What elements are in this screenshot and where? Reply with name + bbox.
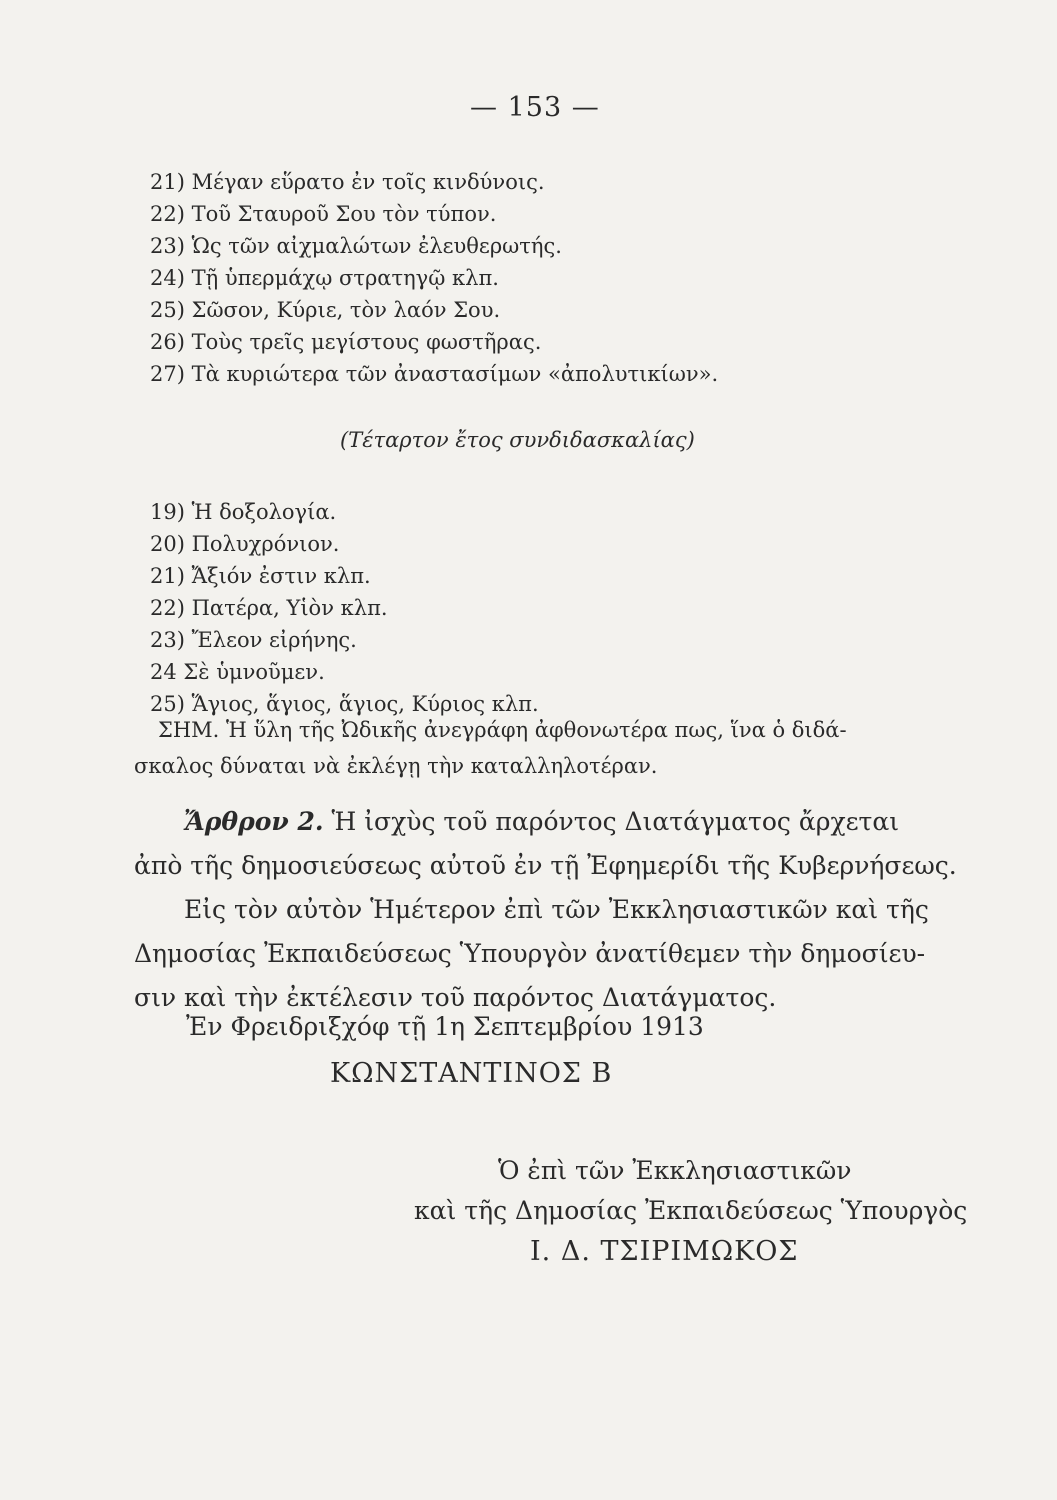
list-item: 21) Μέγαν εὕρατο ἐν τοῖς κινδύνοις. [150,170,545,194]
note-paragraph [134,712,964,784]
hymn-list-first [150,166,718,390]
list-item: 23) Ὡς τῶν αἰχμαλώτων ἐλευθερωτής. [150,234,562,258]
list-item: 27) Τὰ κυριώτερα τῶν ἀναστασίμων «ἀπολυτικίων». [150,362,719,386]
minister-name: Ι. Δ. ΤΣΙΡΙΜΩΚΟΣ [530,1236,799,1267]
note-line: σκαλος δύναται νὰ ἐκλέγῃ τὴν καταλληλοτέραν. [134,754,658,778]
list-item: 24) Τῇ ὑπερμάχῳ στρατηγῷ κλπ. [150,266,499,290]
list-item: 22) Πατέρα, Υἱὸν κλπ. [150,596,388,620]
article-2 [134,800,974,1020]
article-label: Ἄρθρον 2. [184,807,324,836]
list-item: 25) Ἅγιος, ἅγιος, ἅγιος, Κύριος κλπ. [150,692,539,716]
minister-title-line: Ὁ ἐπὶ τῶν Ἐκκλησιαστικῶν [498,1156,852,1185]
note-line: ΣΗΜ. Ἡ ὕλη τῆς Ὠδικῆς ἀνεγράφη ἀφθονωτέρα πως, ἵνα ὁ διδά- [158,718,847,742]
king-signature: ΚΩΝΣΤΑΝΤΙΝΟΣ Β [330,1058,613,1089]
list-item: 20) Πολυχρόνιον. [150,532,340,556]
list-item: 26) Τοὺς τρεῖς μεγίστους φωστῆρας. [150,330,542,354]
article-line [134,800,974,844]
list-item: 24 Σὲ ὑμνοῦμεν. [150,660,325,684]
minister-title-line: καὶ τῆς Δημοσίας Ἐκπαιδεύσεως Ὑπουργὸς [414,1196,968,1225]
fourth-year-heading: (Τέταρτον ἔτος συνδιδασκαλίας) [340,428,695,452]
article-line: ἀπὸ τῆς δημοσιεύσεως αὐτοῦ ἐν τῇ Ἐφημερίδι τῆς Κυβερνήσεως. [134,851,957,880]
list-item: 19) Ἡ δοξολογία. [150,500,337,524]
article-text: Ἡ ἰσχὺς τοῦ παρόντος Διατάγματος ἄρχεται [323,807,900,836]
place-date: Ἐν Φρειδριξχόφ τῇ 1η Σεπτεμβρίου 1913 [186,1012,704,1041]
article-line: σιν καὶ τὴν ἐκτέλεσιν τοῦ παρόντος Διατάγματος. [134,983,777,1012]
page-number: — 153 — [470,92,600,123]
list-item: 22) Τοῦ Σταυροῦ Σου τὸν τύπον. [150,202,497,226]
list-item: 25) Σῶσον, Κύριε, τὸν λαόν Σου. [150,298,501,322]
list-item: 21) Ἄξιόν ἐστιν κλπ. [150,564,371,588]
hymn-list-second [150,496,539,720]
article-line: Δημοσίας Ἐκπαιδεύσεως Ὑπουργὸν ἀνατίθεμεν τὴν δημοσίευ- [134,939,926,968]
list-item: 23) Ἔλεον εἰρήνης. [150,628,357,652]
article-line: Εἰς τὸν αὐτὸν Ἡμέτερον ἐπὶ τῶν Ἐκκλησιαστικῶν καὶ τῆς [184,895,929,924]
